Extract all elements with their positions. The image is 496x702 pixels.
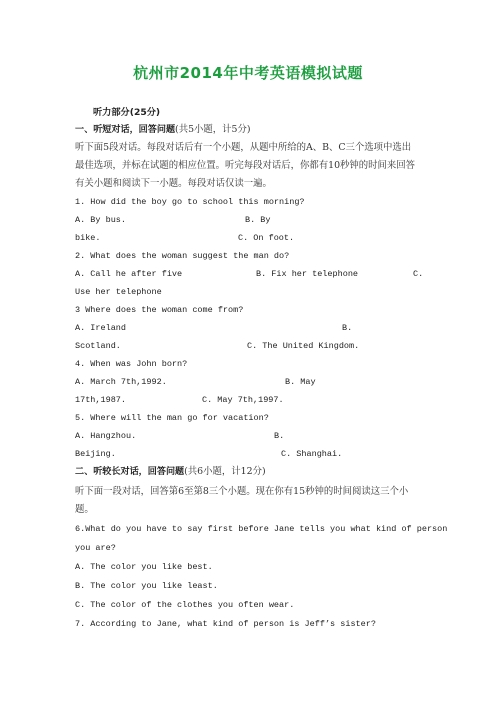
section1-instruction-3: 有关小题和阅读下一小题。每段对话仅读一遍。 xyxy=(75,178,272,189)
listening-heading: 听力部分(25分) xyxy=(93,107,161,118)
q3-option-b: B. xyxy=(342,323,353,333)
q1-question: 1. How did the boy go to school this morning? xyxy=(75,197,305,207)
q2-option-c: C. xyxy=(413,269,424,279)
section1-heading-bold: 一、听短对话，回答问题 xyxy=(75,125,176,135)
q4-question: 4. When was John born? xyxy=(75,359,188,369)
q2-option-a: A. Call he after five xyxy=(75,269,183,279)
q1-option-b-cont: bike. xyxy=(75,233,101,243)
q2-option-c-cont: Use her telephone xyxy=(75,287,162,297)
q3-option-c: C. The United Kingdom. xyxy=(247,341,360,351)
q6-question-line2: you are? xyxy=(75,543,116,553)
section1-instruction-2: 最佳选项，并标在试题的相应位置。听完每段对话后，你都有10秒钟的时间来回答 xyxy=(75,160,416,171)
section2-heading-rest: (共6小题，计12分) xyxy=(184,466,266,477)
q1-option-a: A. By bus. xyxy=(75,215,127,225)
q2-question: 2. What does the woman suggest the man do? xyxy=(75,251,290,261)
q5-option-a: A. Hangzhou. xyxy=(75,431,137,441)
section1-instruction-1: 听下面5段对话。每段对话后有一个小题，从题中所给的A、B、C三个选项中选出 xyxy=(75,142,412,153)
q3-option-b-cont: Scotland. xyxy=(75,341,121,351)
q6-option-c: C. The color of the clothes you often wear. xyxy=(75,600,295,610)
q1-option-c: C. On foot. xyxy=(238,233,295,243)
section1-heading xyxy=(75,124,251,136)
q4-option-b-cont: 17th,1987. xyxy=(75,395,127,405)
q5-option-c: C. Shanghai. xyxy=(281,449,343,459)
section2-instruction-1: 听下面一段对话，回答第6至第8三个小题。现在你有15秒钟的时间阅读这三个小 xyxy=(75,486,409,497)
q5-question: 5. Where will the man go for vacation? xyxy=(75,413,269,423)
section2-instruction-2: 题。 xyxy=(75,504,94,515)
q6-option-b: B. The color you like least. xyxy=(75,581,218,591)
section1-heading-rest: (共5小题，计5分) xyxy=(175,124,251,135)
q5-option-b-cont: Beijing. xyxy=(75,449,116,459)
section2-heading-bold: 二、听较长对话，回答问题 xyxy=(75,467,185,477)
q4-option-c: C. May 7th,1997. xyxy=(202,395,284,405)
q2-option-b: B. Fix her telephone xyxy=(256,269,359,279)
page-title: 杭州市2014年中考英语模拟试题 xyxy=(133,64,363,82)
q3-option-a: A. Ireland xyxy=(75,323,127,333)
q1-option-b: B. By xyxy=(245,215,271,225)
q6-option-a: A. The color you like best. xyxy=(75,562,213,572)
q7-question: 7. According to Jane, what kind of person is Jeff’s sister? xyxy=(75,619,376,629)
q5-option-b: B. xyxy=(274,431,285,441)
q3-question: 3 Where does the woman come from? xyxy=(75,305,244,315)
q4-option-a: A. March 7th,1992. xyxy=(75,377,167,387)
q6-question-line1: 6.What do you have to say first before Jane tells you what kind of person xyxy=(75,524,448,534)
section2-heading xyxy=(75,466,266,478)
q4-option-b: B. May xyxy=(285,377,316,387)
